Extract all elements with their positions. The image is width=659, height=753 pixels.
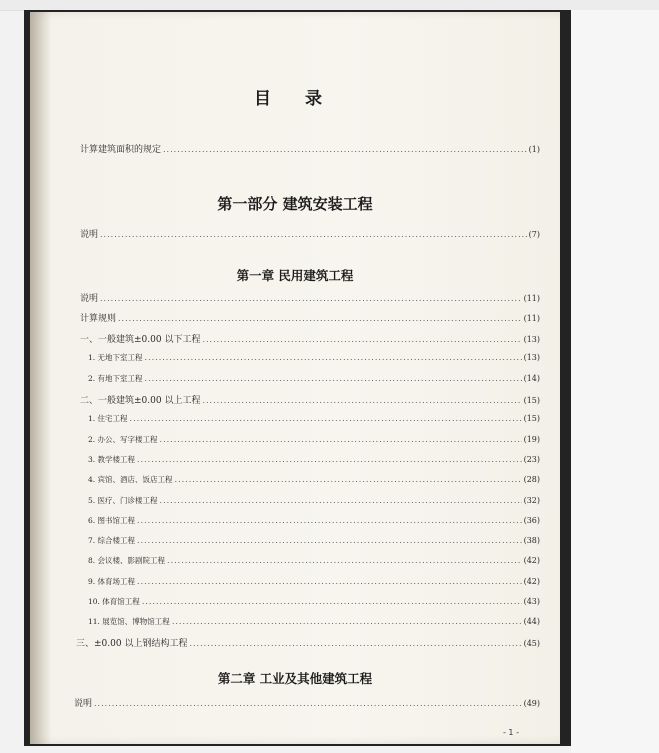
toc-title: 目 录 (254, 89, 336, 109)
toc-entry: 计算规则 ..... (11) (80, 311, 540, 325)
toc-subentry: 11. 展览馆、博物馆工程 ..... (44) (88, 616, 540, 630)
toc-section: 二、一般建筑±0.00 以上工程 ..... (15) (80, 393, 540, 407)
toc-subentry: 6. 图书馆工程 ..... (36) (88, 515, 540, 529)
toc-entry: 说明 ..... (11) (80, 291, 540, 305)
part-heading: 第一部分 建筑安装工程 (217, 195, 373, 213)
toc-subentry: 4. 宾馆、酒店、饭店工程 ..... (28) (88, 474, 540, 488)
chapter-heading: 第二章 工业及其他建筑工程 (217, 671, 373, 686)
toc-entry: 说明 ..... (7) (80, 227, 540, 241)
toc-subentry: 10. 体育馆工程 ..... (43) (88, 596, 540, 610)
toc-subentry: 2. 有地下室工程 ..... (14) (88, 373, 540, 387)
toc-section: 一、一般建筑±0.00 以下工程 ..... (13) (80, 332, 540, 346)
toc-section: 三、±0.00 以上钢结构工程 ..... (45) (76, 636, 540, 650)
toc-subentry: 7. 综合楼工程 ..... (38) (88, 535, 540, 549)
toc-entry: 说明 ..... (49) (74, 696, 540, 710)
viewer-background (571, 10, 659, 753)
toc-subentry: 1. 无地下室工程 ..... (13) (88, 352, 540, 366)
toc-entry: 计算建筑面积的规定 ..... (1) (80, 142, 540, 156)
toc-subentry: 5. 医疗、门诊楼工程 ..... (32) (88, 495, 540, 509)
toc-subentry: 2. 办公、写字楼工程 ..... (19) (88, 434, 540, 448)
page-number: - 1 - (503, 728, 519, 737)
binding-shadow (30, 12, 52, 744)
toc-subentry: 8. 会议楼、影剧院工程 ..... (42) (88, 555, 540, 569)
chapter-heading: 第一章 民用建筑工程 (236, 268, 354, 283)
toc-subentry: 9. 体育场工程 ..... (42) (88, 576, 540, 590)
toc-subentry: 3. 教学楼工程 ..... (23) (88, 454, 540, 468)
toc-subentry: 1. 住宅工程 ..... (15) (88, 413, 540, 427)
document-page (30, 12, 560, 744)
